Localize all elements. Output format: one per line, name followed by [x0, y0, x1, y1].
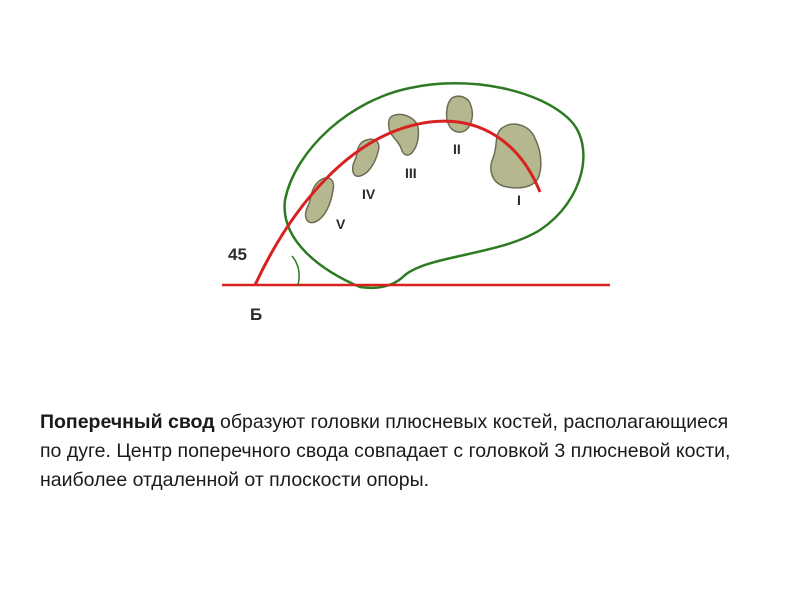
bone-label-iii: III: [405, 165, 417, 181]
caption-text: образуют головки плюсневых костей, располагающиеся по дуге. Центр поперечного свода совпадает с головкой 3 плюсневой кости, наиболее отдаленной от плоскости опоры.: [40, 411, 731, 491]
angle-arc: [292, 256, 299, 285]
bone-label-ii: II: [453, 141, 461, 157]
metatarsal-head-ii: [447, 96, 473, 132]
angle-label: 45: [228, 245, 247, 264]
point-label: Б: [250, 305, 263, 324]
caption-paragraph: [40, 408, 740, 495]
metatarsal-head-iii: [389, 114, 419, 155]
diagram-canvas: [200, 70, 630, 330]
caption-bold-term: Поперечный свод: [40, 411, 215, 433]
bone-label-iv: IV: [362, 186, 376, 202]
transverse-arch-diagram: [200, 70, 630, 330]
bone-label-i: I: [517, 192, 521, 208]
bone-label-v: V: [336, 216, 346, 232]
